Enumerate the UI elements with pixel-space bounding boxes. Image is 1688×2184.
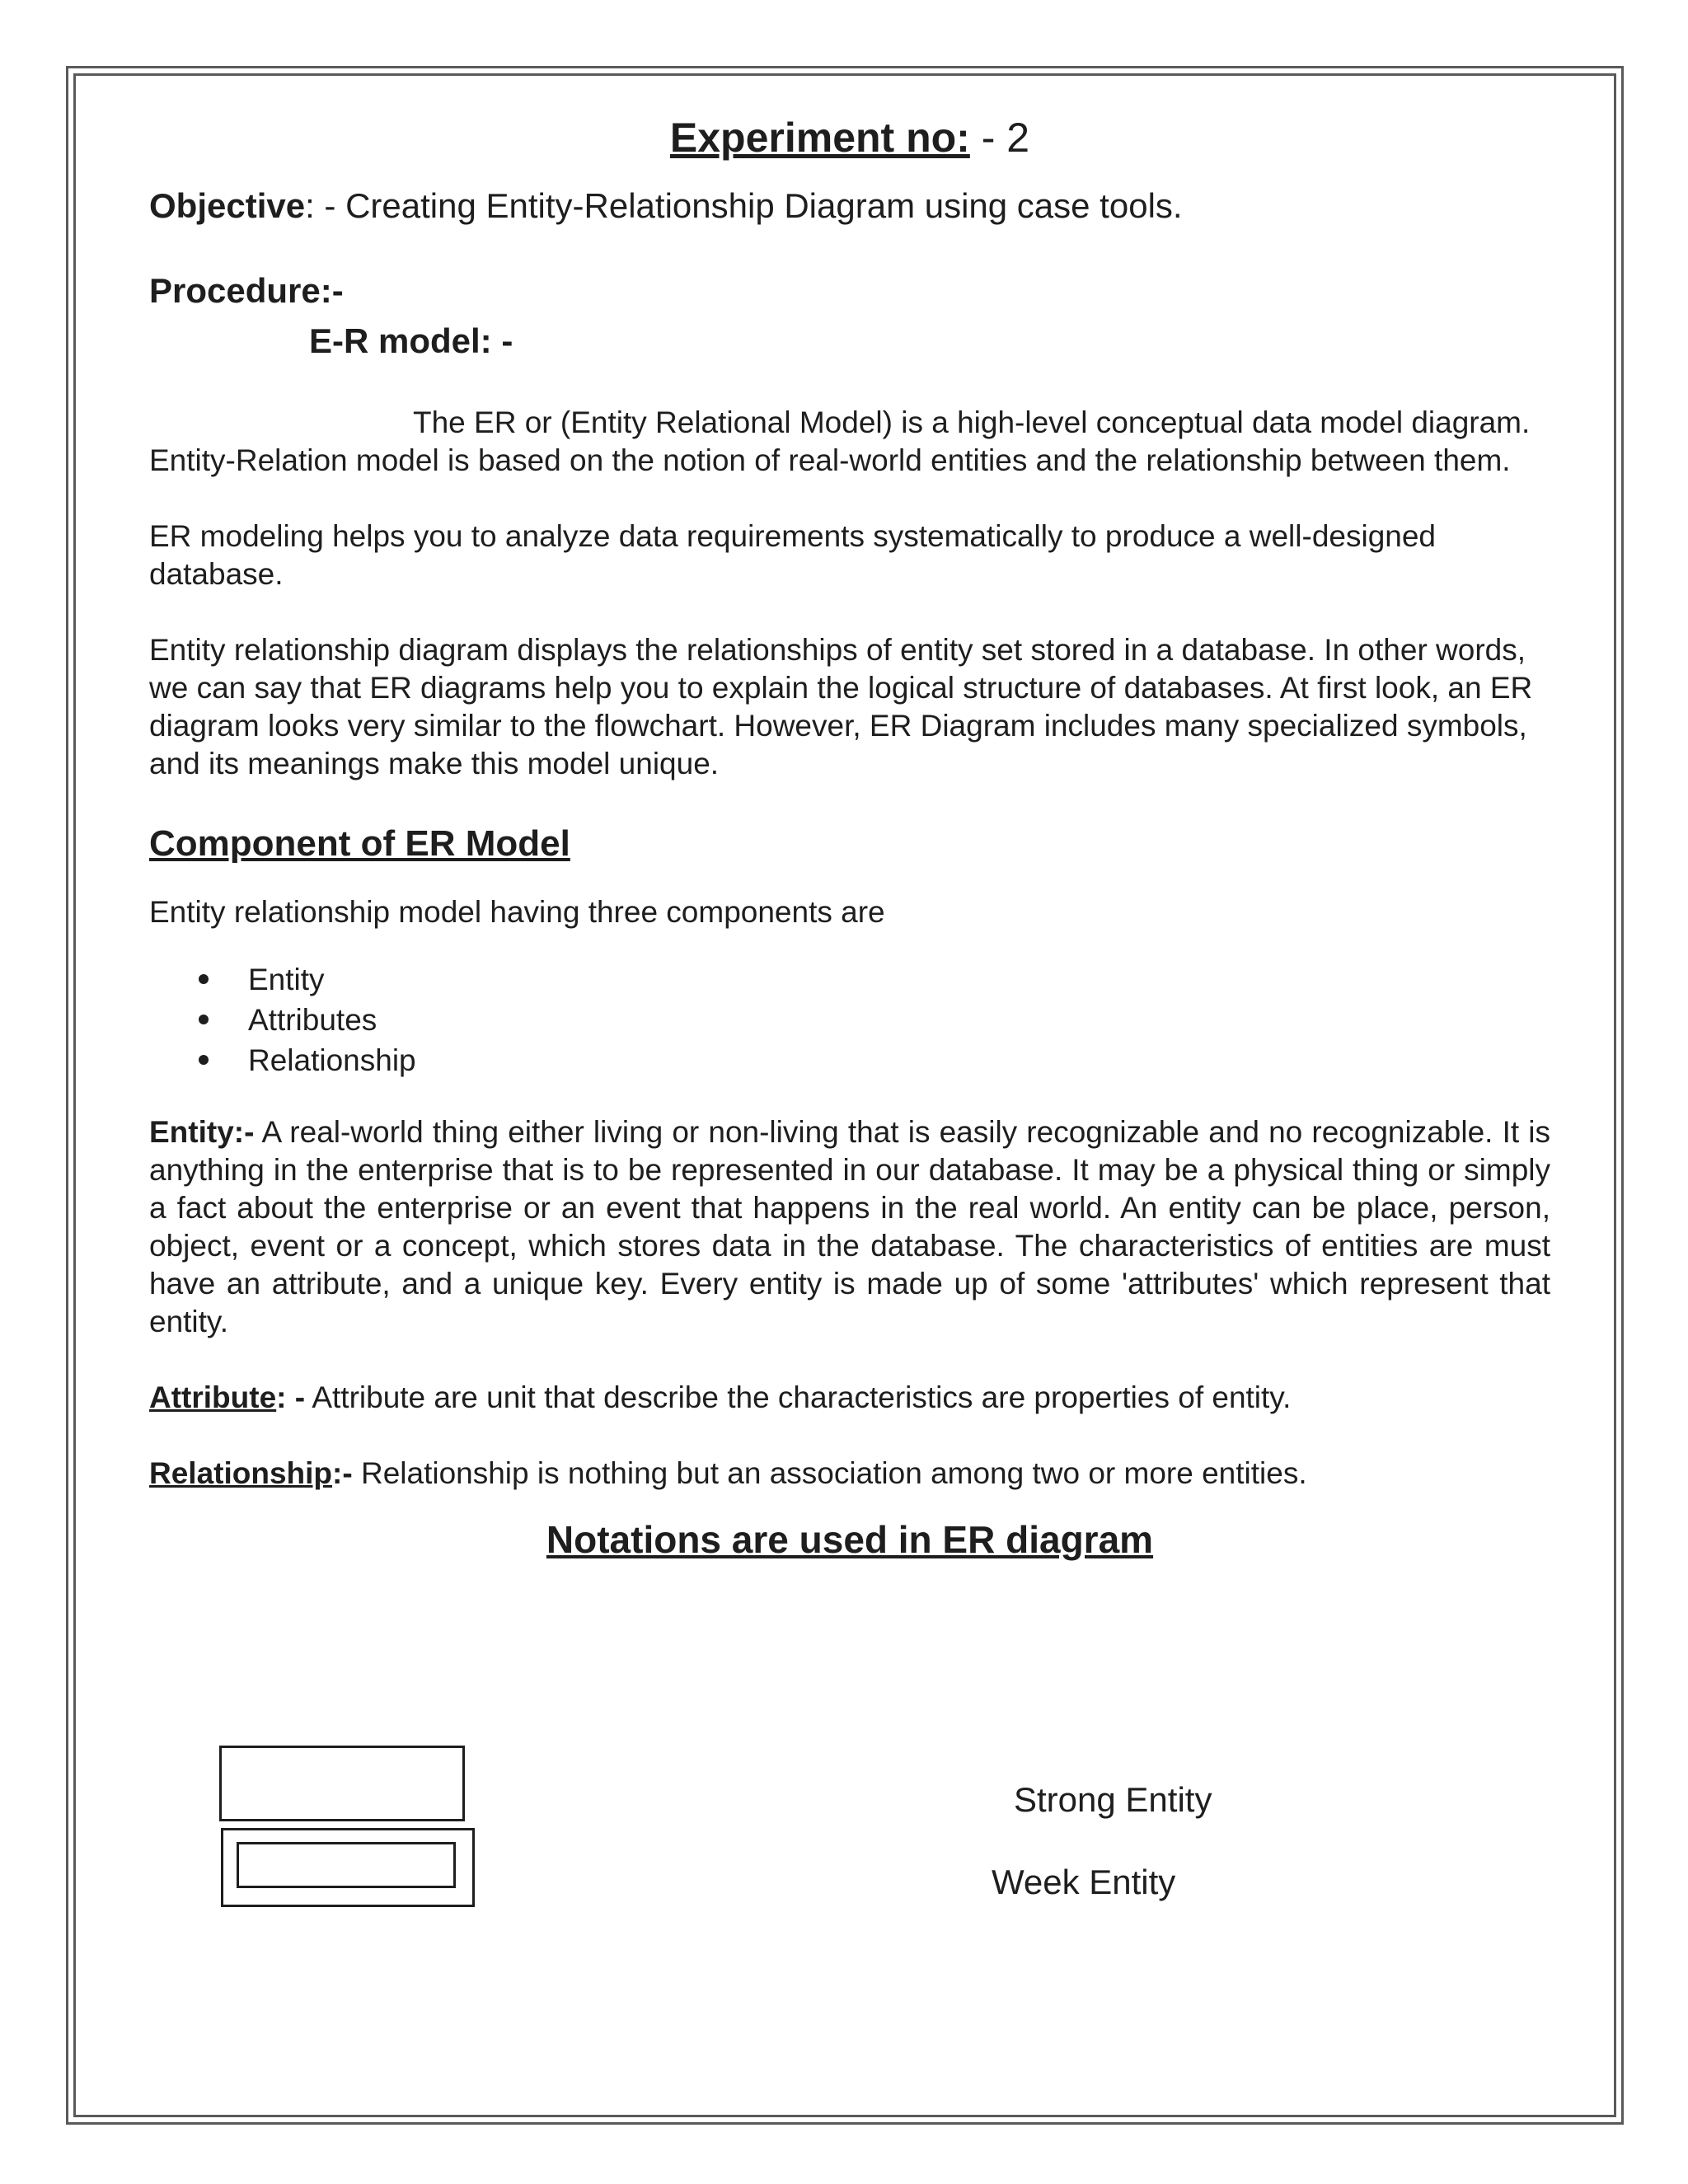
page-title	[149, 114, 1550, 183]
strong-entity-label: Strong Entity	[1014, 1780, 1212, 1819]
objective-label: Objective	[149, 186, 306, 225]
list-item: Entity	[199, 959, 1550, 1000]
objective-line	[149, 186, 1550, 260]
experiment-label: Experiment no:	[669, 115, 970, 161]
weak-entity-label: Week Entity	[992, 1863, 1176, 1901]
list-item: Attributes	[199, 1000, 1550, 1040]
procedure-heading: Procedure:-	[149, 271, 344, 310]
experiment-number: - 2	[969, 115, 1030, 161]
components-intro: Entity relationship model having three components are	[149, 895, 885, 929]
relationship-definition: Relationship:- Relationship is nothing but an association among two or more entities.	[149, 1456, 1307, 1490]
intro-paragraph-1: The ER or (Entity Relational Model) is a high-level conceptual data model diagram. Entity-Relation model is based on the notion of real-world entities and the relationship between them.	[149, 405, 1531, 477]
attribute-text: Attribute are unit that describe the characteristics are properties of entity.	[305, 1380, 1292, 1414]
er-model-heading: E-R model: -	[309, 321, 513, 360]
intro-paragraph-2: ER modeling helps you to analyze data requirements systematically to produce a well-designed database.	[149, 519, 1437, 591]
document-content	[149, 107, 1550, 1562]
objective-text: : - Creating Entity-Relationship Diagram using case tools.	[305, 186, 1183, 225]
attribute-definition: Attribute: - Attribute are unit that describe the characteristics are properties of entity.	[149, 1380, 1292, 1414]
relationship-label: Relationship	[149, 1456, 333, 1490]
components-heading: Component of ER Model	[149, 823, 570, 864]
list-item: Relationship	[199, 1040, 1550, 1080]
notations-heading: Notations are used in ER diagram	[546, 1518, 1154, 1561]
strong-entity-symbol	[219, 1746, 465, 1821]
weak-entity-symbol	[221, 1828, 475, 1907]
entity-text: A real-world thing either living or non-living that is easily recognizable and no recognizable. It is anything in the enterprise that is to be represented in our database. It may be a physical thing or simply a fact about the enterprise or an event that happens in the real world. An entity can be place, person, object, event or a concept, which stores data in the database. The characteristics of entities are must have an attribute, and a unique key. Every entity is made up of some 'attributes' which represent that entity.	[149, 1115, 1550, 1338]
entity-label: Entity:-	[149, 1115, 255, 1149]
entity-definition	[149, 1113, 1550, 1341]
relationship-text: Relationship is nothing but an association among two or more entities.	[352, 1456, 1307, 1490]
weak-entity-inner-rect	[237, 1842, 456, 1888]
components-list	[149, 959, 1550, 1080]
attribute-label: Attribute	[149, 1380, 277, 1414]
intro-paragraph-3: Entity relationship diagram displays the relationships of entity set stored in a database. In other words, we can say that ER diagrams help you to explain the logical structure of databases. At first look, an ER diagram looks very similar to the flowchart. However, ER Diagram includes many specialized symbols, and its meanings make this model unique.	[149, 633, 1533, 780]
